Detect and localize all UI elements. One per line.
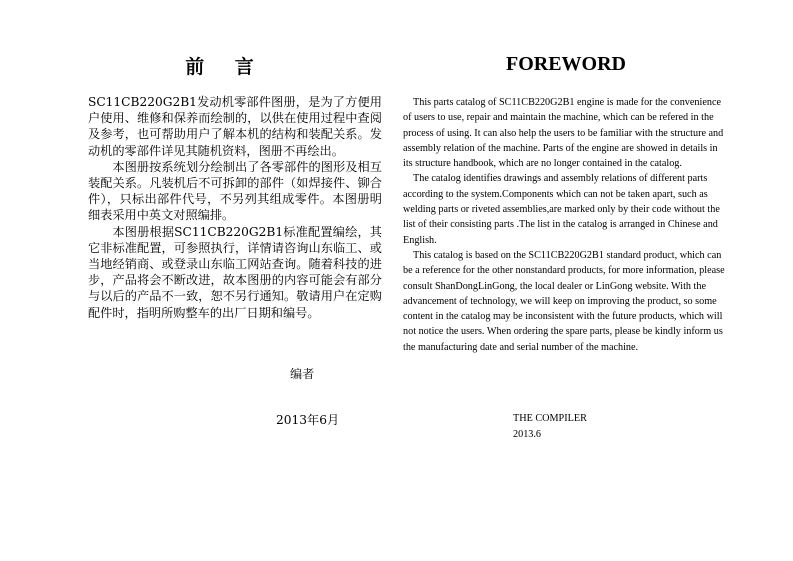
chinese-paragraph-1: SC11CB220G2B1发动机零部件图册，是为了方便用户使用、维修和保养而绘制的，以供在使用过程中查阅及参考，也可帮助用户了解本机的结构和装配关系。发动机的零部件详见其随机资料，图册不再绘出。 [88,95,382,158]
english-title: FOREWORD [506,53,626,75]
english-paragraph-3: This catalog is based on the SC11CB220G2B1 standard product, which can be a reference for the other nonstandard products, for more information, please consult ShanDongLinGong, the local dealer or LinGong website. With the advancement of technology, we will keep on improving the product, so some content in the catalog may be inconsistent with the future products, which will not notice the users. When ordering the spare parts, please be kindly inform us the manufacturing date and serial number of the machine. [403,249,725,353]
chinese-title: 前 言 [185,56,266,78]
chinese-foreword-column [88,0,382,561]
english-compiler-signature: THE COMPILER [513,413,587,424]
english-paragraph-2: The catalog identifies drawings and assembly relations of different parts according to the system.Components which can not be taken apart, such as welding parts or riveted assemblies,are marked only by their code without the list of their consisting parts .The list in the catalog is arranged in Chinese and English. [403,173,720,246]
english-paragraph-1: This parts catalog of SC11CB220G2B1 engine is made for the convenience of users to use, repair and maintain the machine, which can be refered in the process of using. It can also help the users to be familiar with the structure and assembly relation of the machine. Parts of the engine are showed in details in its structure handbook, which are no longer contained in the catalog. [403,97,724,170]
chinese-paragraph-2: 本图册按系统划分绘制出了各零部件的图形及相互装配关系。凡装机后不可拆卸的部件（如焊接件、铆合件），只标出部件代号，不另列其组成零件。本图册明细表采用中英文对照编排。 [88,159,382,223]
english-date: 2013.6 [513,429,542,440]
english-foreword-column [403,0,727,561]
chinese-compiler-signature: 编者 [290,367,315,381]
chinese-date: 2013年6月 [276,413,340,427]
chinese-body [88,94,382,321]
chinese-paragraph-3: 本图册根据SC11CB220G2B1标准配置编绘，其它非标准配置，可参照执行，详情请咨询山东临工、或当地经销商、或登录山东临工网站查询。随着科技的进步，产品将会不断改进，故本图册的内容可能会有部分与以后的产品不一致，恕不另行通知。敬请用户在定购配件时，指明所购整车的出厂日期和编号。 [88,224,382,320]
english-body [403,95,727,355]
